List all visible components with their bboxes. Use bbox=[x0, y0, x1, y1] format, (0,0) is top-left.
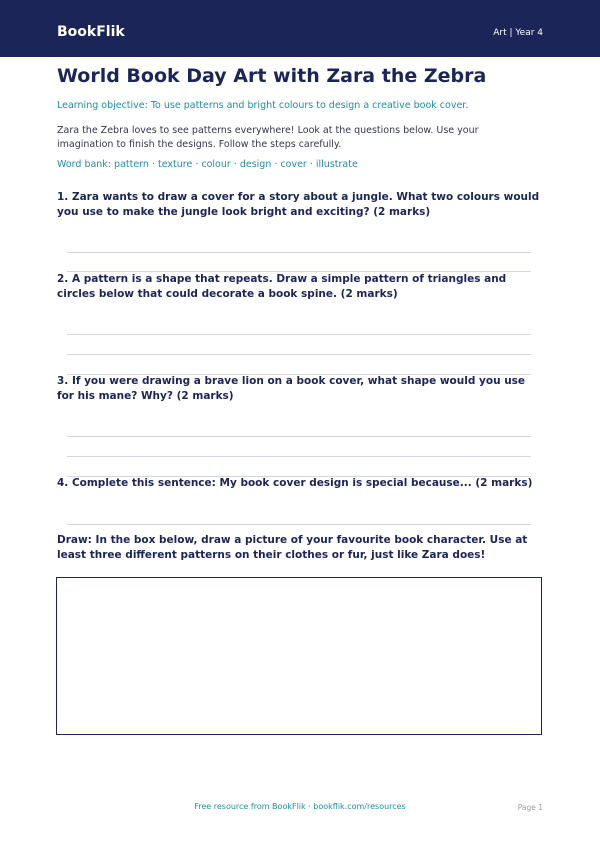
header-bar bbox=[0, 0, 600, 57]
footer-text: Free resource from BookFlik · bookflik.com/resources bbox=[194, 802, 406, 811]
question-2: 2. A pattern is a shape that repeats. Draw a simple pattern of triangles and circles below that could decorate a book spine. (2 marks) bbox=[57, 273, 507, 300]
question-4: 4. Complete this sentence: My book cover design is special because... (2 marks) bbox=[57, 477, 533, 489]
drawing-box[interactable] bbox=[56, 577, 542, 735]
answer-line-4a[interactable] bbox=[67, 524, 531, 525]
page-title: World Book Day Art with Zara the Zebra bbox=[57, 65, 487, 87]
answer-line-1a[interactable] bbox=[67, 252, 531, 253]
answer-line-3a[interactable] bbox=[67, 436, 531, 437]
intro-text: Zara the Zebra loves to see patterns everywhere! Look at the questions below. Use your imagination to finish the designs. Follow the steps carefully. bbox=[57, 125, 479, 150]
question-1: 1. Zara wants to draw a cover for a story about a jungle. What two colours would you use to make the jungle look bright and exciting? (2 marks) bbox=[57, 191, 540, 218]
subject-year-label: Art | Year 4 bbox=[493, 28, 543, 38]
brand-logo: BookFlik bbox=[57, 24, 125, 40]
question-3: 3. If you were drawing a brave lion on a book cover, what shape would you use for his mane? Why? (2 marks) bbox=[57, 375, 526, 402]
learning-objective: Learning objective: To use patterns and bright colours to design a creative book cover. bbox=[57, 100, 469, 111]
word-bank: Word bank: pattern · texture · colour · design · cover · illustrate bbox=[57, 159, 358, 170]
answer-line-2b[interactable] bbox=[67, 354, 531, 355]
draw-prompt: Draw: In the box below, draw a picture of your favourite book character. Use at least three different patterns on their clothes or fur, just like Zara does! bbox=[57, 534, 528, 561]
page-number: Page 1 bbox=[517, 803, 543, 812]
answer-line-3b[interactable] bbox=[67, 456, 531, 457]
answer-line-2a[interactable] bbox=[67, 334, 531, 335]
